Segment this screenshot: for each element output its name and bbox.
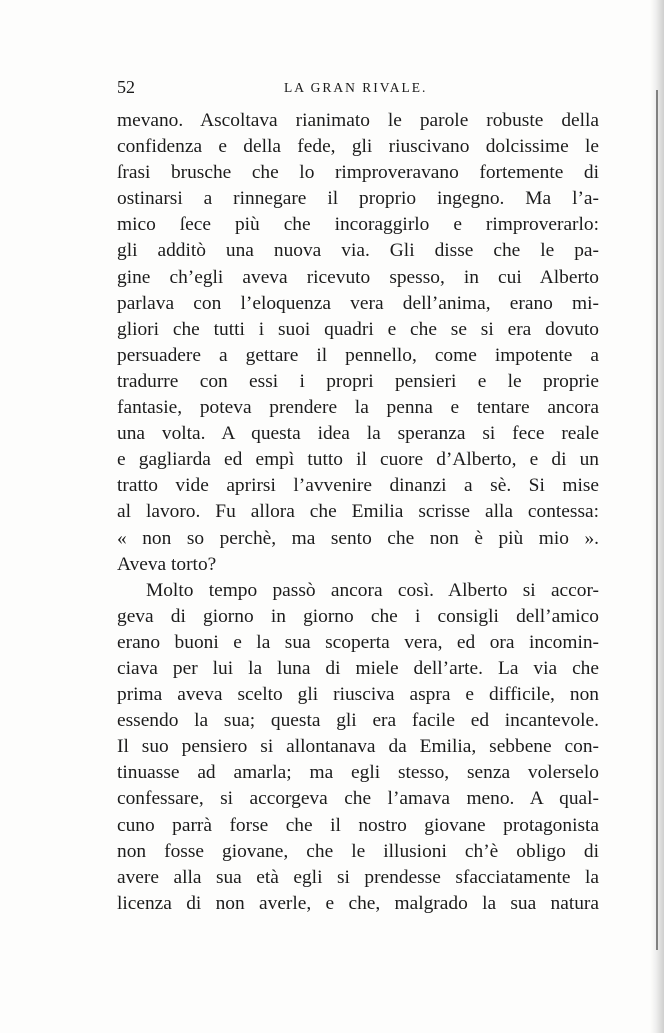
text-line: essendo la sua; questa gli era facile ed incantevole.	[117, 710, 599, 732]
text-line: ostinarsi a rinnegare il proprio ingegno. Ma l’a-	[117, 188, 599, 210]
text-line: tinuasse ad amarla; ma egli stesso, senza volerselo	[117, 762, 599, 784]
text-line: fantasie, poteva prendere la penna e tentare ancora	[117, 397, 599, 419]
text-line: prima aveva scelto gli riusciva aspra e difficile, non	[117, 684, 599, 706]
text-line: confessare, si accorgeva che l’amava meno. A qual-	[117, 788, 599, 810]
text-line: parlava con l’eloquenza vera dell’anima, erano mi-	[117, 292, 599, 314]
text-line: erano buoni e la sua scoperta vera, ed ora incomin-	[117, 631, 599, 653]
text-line: ciava per lui la luna di miele dell’arte. La via che	[117, 657, 599, 679]
text-line: e gagliarda ed empì tutto il cuore d’Alberto, e di un	[117, 449, 599, 471]
text-line: non fosse giovane, che le illusioni ch’è obligo di	[117, 840, 599, 862]
text-line: tratto vide aprirsi l’avvenire dinanzi a sè. Si mise	[117, 475, 599, 497]
paragraph-first-line: Molto tempo passò ancora così. Alberto si accor-	[146, 579, 599, 601]
text-line: al lavoro. Fu allora che Emilia scrisse alla contessa:	[117, 501, 599, 523]
text-line: gine ch’egli aveva ricevuto spesso, in cui Alberto	[117, 266, 599, 288]
text-line: confidenza e della fede, gli riuscivano dolcissime le	[117, 136, 599, 158]
text-line: persuadere a gettare il pennello, come impotente a	[117, 344, 599, 366]
page-header	[117, 75, 599, 99]
text-line: mico ſece più che incoraggirlo e rimproverarlo:	[117, 214, 599, 236]
paragraph-end-line: Aveva torto?	[117, 553, 217, 575]
text-line: una volta. A questa idea la speranza si fece reale	[117, 423, 599, 445]
page-number: 52	[117, 77, 135, 97]
text-line: Il suo pensiero si allontanava da Emilia, sebbene con-	[117, 736, 599, 758]
page-edge-line	[656, 90, 658, 950]
text-line: tradurre con essi i propri pensieri e le proprie	[117, 370, 599, 392]
text-line: ſrasi brusche che lo rimproveravano fortemente di	[117, 162, 599, 184]
text-line: gliori che tutti i suoi quadri e che se si era dovuto	[117, 318, 599, 340]
body-text	[117, 108, 599, 917]
text-line: licenza di non averle, e che, malgrado la sua natura	[117, 892, 599, 914]
text-line: cuno parrà forse che il nostro giovane protagonista	[117, 814, 599, 836]
text-line: avere alla sua età egli si prendesse sfacciatamente la	[117, 866, 599, 888]
text-line: « non so perchè, ma sento che non è più mio ».	[117, 527, 599, 549]
text-line: mevano. Ascoltava rianimato le parole robuste della	[117, 110, 599, 131]
text-line: gli additò una nuova via. Gli disse che le pa-	[117, 240, 599, 262]
text-line: geva di giorno in giorno che i consigli dell’amico	[117, 605, 599, 627]
running-title: LA GRAN RIVALE.	[284, 80, 428, 95]
